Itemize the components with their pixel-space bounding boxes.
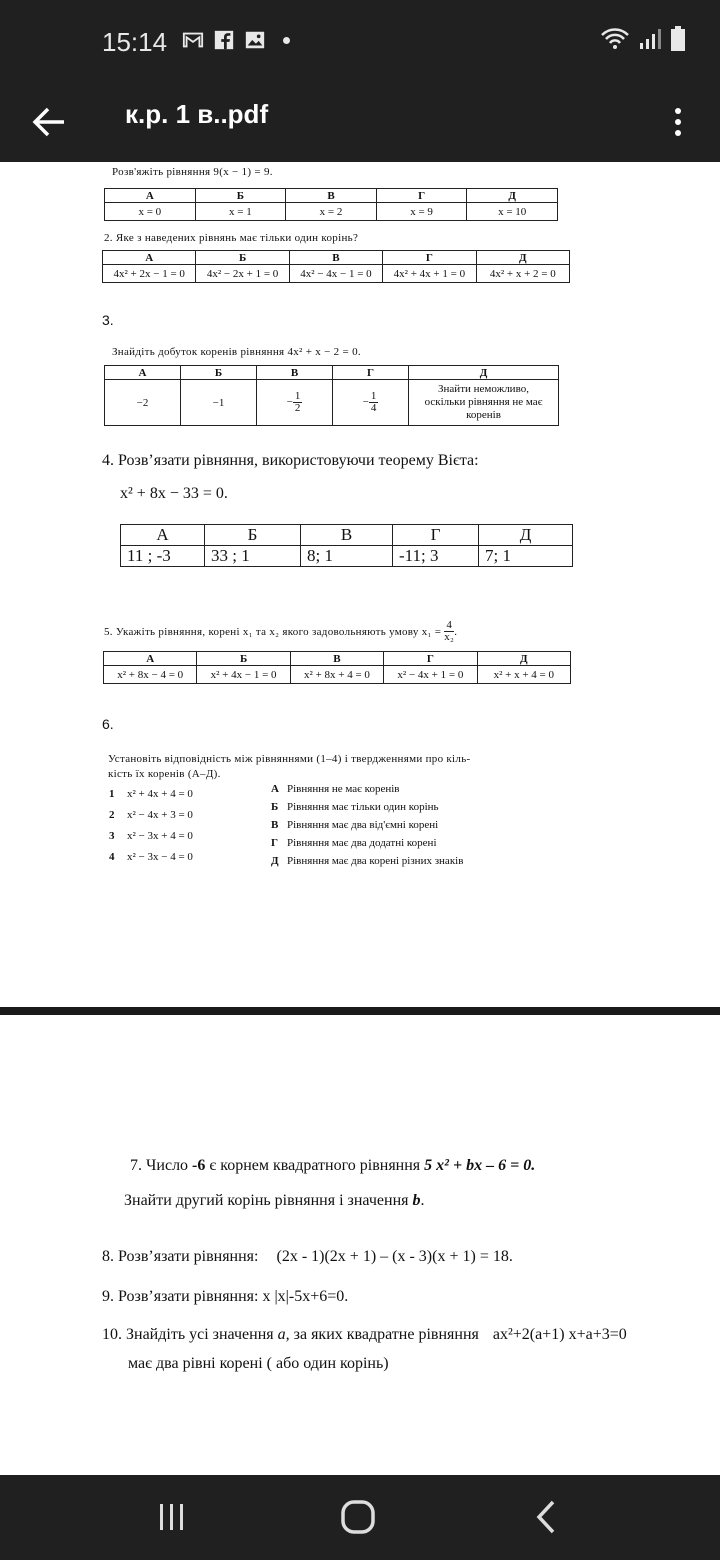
q3-answer-e: Знайти неможливо, оскільки рівняння не має коренів [409,380,559,426]
q1-answer-d: x = 9 [376,203,467,221]
q2-answer-table: А Б В Г Д 4x² + 2x − 1 = 0 4x² − 2x + 1 = 0 4x² − 4x − 1 = 0 4x² + 4x + 1 = 0 4x² + x + 2 = 0 [102,250,570,283]
signal-icon [638,27,662,51]
q6-statement-b: Б Рівняння має тільки один корінь [271,801,439,813]
q6-number: 6. [102,716,114,732]
page-separator [0,1007,720,1015]
q1-answer-table: А Б В Г Д x = 0 x = 1 x = 2 x = 9 x = 10 [104,188,558,221]
q5-answer-a: x² + 8x − 4 = 0 [104,666,197,684]
q4-answer-e: 7; 1 [479,546,573,567]
arrow-left-icon [24,96,76,148]
q6-equations-list [109,788,193,872]
status-bar [0,0,720,82]
home-icon [340,1499,376,1535]
q5-answer-table: А Б В Г Д x² + 8x − 4 = 0 x² + 4x − 1 = 0 x² + 8x + 4 = 0 x² − 4x + 1 = 0 x² + x + 4 = 0 [103,651,571,684]
q5-answer-c: x² + 8x + 4 = 0 [290,666,383,684]
q6-equation-3: 3 x² − 3x + 4 = 0 [109,830,193,842]
chevron-left-icon [531,1499,561,1535]
pdf-page-1 [0,162,720,1007]
q6-equation-4: 4 x² − 3x − 4 = 0 [109,851,193,863]
q7-line1: 7. Число -6 є корнем квадратного рівняння 5 x² + bx – 6 = 0. [130,1157,536,1174]
q2-answer-d: 4x² + 4x + 1 = 0 [383,265,476,283]
q6-text-line1: Установіть відповідність між рівняннями (1–4) і твердженнями про кіль- [108,753,471,765]
q3-number: 3. [102,312,114,328]
q6-statement-a: А Рівняння не має коренів [271,783,400,795]
q6-equation-2: 2 x² − 4x + 3 = 0 [109,809,193,821]
navigation-bar [0,1475,720,1560]
q5-text: 5. Укажіть рівняння, корені x₁ та x₂ якого задовольняють умову x₁ = $\frac{4}{\text{x₂}}$ . [104,619,458,643]
q2-answer-b: 4x² − 2x + 1 = 0 [196,265,289,283]
battery-icon [670,26,686,52]
q4-answer-b: 33 ; 1 [205,546,301,567]
q5-answer-e: x² + x + 4 = 0 [477,666,570,684]
q10-line2: має два рівні корені ( або один корінь) [128,1355,389,1372]
q6-statement-c: В Рівняння має два від'ємні корені [271,819,439,831]
q2-answer-e: 4x² + x + 2 = 0 [476,265,569,283]
home-button[interactable] [328,1495,388,1539]
gmail-icon [182,29,204,51]
q1-answer-b: x = 1 [195,203,286,221]
q3-answer-b: −1 [181,380,257,426]
back-nav-button[interactable] [516,1495,576,1539]
notification-dot [283,37,290,44]
q4-answer-table: А Б В Г Д 11 ; -3 33 ; 1 8; 1 -11; 3 7; 1 [120,524,573,567]
recent-apps-button[interactable] [142,1495,202,1539]
q6-statement-d: Г Рівняння має два додатні корені [271,837,437,849]
q1-text: Розв'яжіть рівняння 9(x − 1) = 9. [112,166,273,178]
q4-answer-d: -11; 3 [393,546,479,567]
q1-answer-c: x = 2 [286,203,377,221]
q8-line: 8. Розв’язати рівняння: (2x - 1)(2x + 1) – (x - 3)(x + 1) = 18. [102,1248,513,1265]
q10-line1: 10. Знайдіть усі значення а, за яких квадратне рівняння ax²+2(a+1) x+a+3=0 [102,1326,627,1343]
recent-apps-icon [157,1502,187,1532]
app-bar [0,82,720,162]
back-button[interactable] [24,96,76,148]
q3-answer-c: − $\frac{1}{2}$ [257,380,333,426]
q3-answer-table: А Б В Г Д −2 −1 − $\frac{1}{2}$ − $\frac{1}{4}$ Знайти неможливо, оскільки рівняння не має коренів [104,365,559,426]
q1-answer-a: x = 0 [105,203,196,221]
q6-statement-e: Д Рівняння має два корені різних знаків [271,855,464,867]
q6-equation-1: 1 x² + 4x + 4 = 0 [109,788,193,800]
gallery-icon [244,29,266,51]
q5-answer-b: x² + 4x − 1 = 0 [197,666,290,684]
more-vert-icon [675,108,681,114]
q2-answer-a: 4x² + 2x − 1 = 0 [103,265,196,283]
q4-answer-a: 11 ; -3 [121,546,205,567]
document-title: к.р. 1 в..pdf [125,99,269,129]
q6-text-line2: кість їх коренів (А–Д). [108,768,221,780]
q4-text: 4. Розв’язати рівняння, використовуючи теорему Вієта: [102,452,479,469]
q6-statements-list [271,783,463,873]
q3-answer-d: − $\frac{1}{4}$ [333,380,409,426]
q7-line2: Знайти другий корінь рівняння і значення b. [124,1192,425,1209]
pdf-page-2 [0,1015,720,1475]
wifi-icon [600,27,630,51]
q3-answer-a: −2 [105,380,181,426]
q5-answer-d: x² − 4x + 1 = 0 [384,666,477,684]
status-time: 15:14 [102,27,168,57]
q3-text: Знайдіть добуток коренів рівняння 4x² + x − 2 = 0. [112,346,361,358]
more-options-button[interactable] [664,96,692,148]
q9-line: 9. Розв’язати рівняння: x |x|-5x+6=0. [102,1288,349,1305]
q1-answer-e: x = 10 [467,203,558,221]
q4-answer-c: 8; 1 [301,546,393,567]
facebook-icon [213,29,235,51]
q2-text: 2. Яке з наведених рівнянь має тільки один корінь? [104,232,359,244]
q2-answer-c: 4x² − 4x − 1 = 0 [289,265,382,283]
q4-equation: x² + 8x − 33 = 0. [120,485,228,502]
